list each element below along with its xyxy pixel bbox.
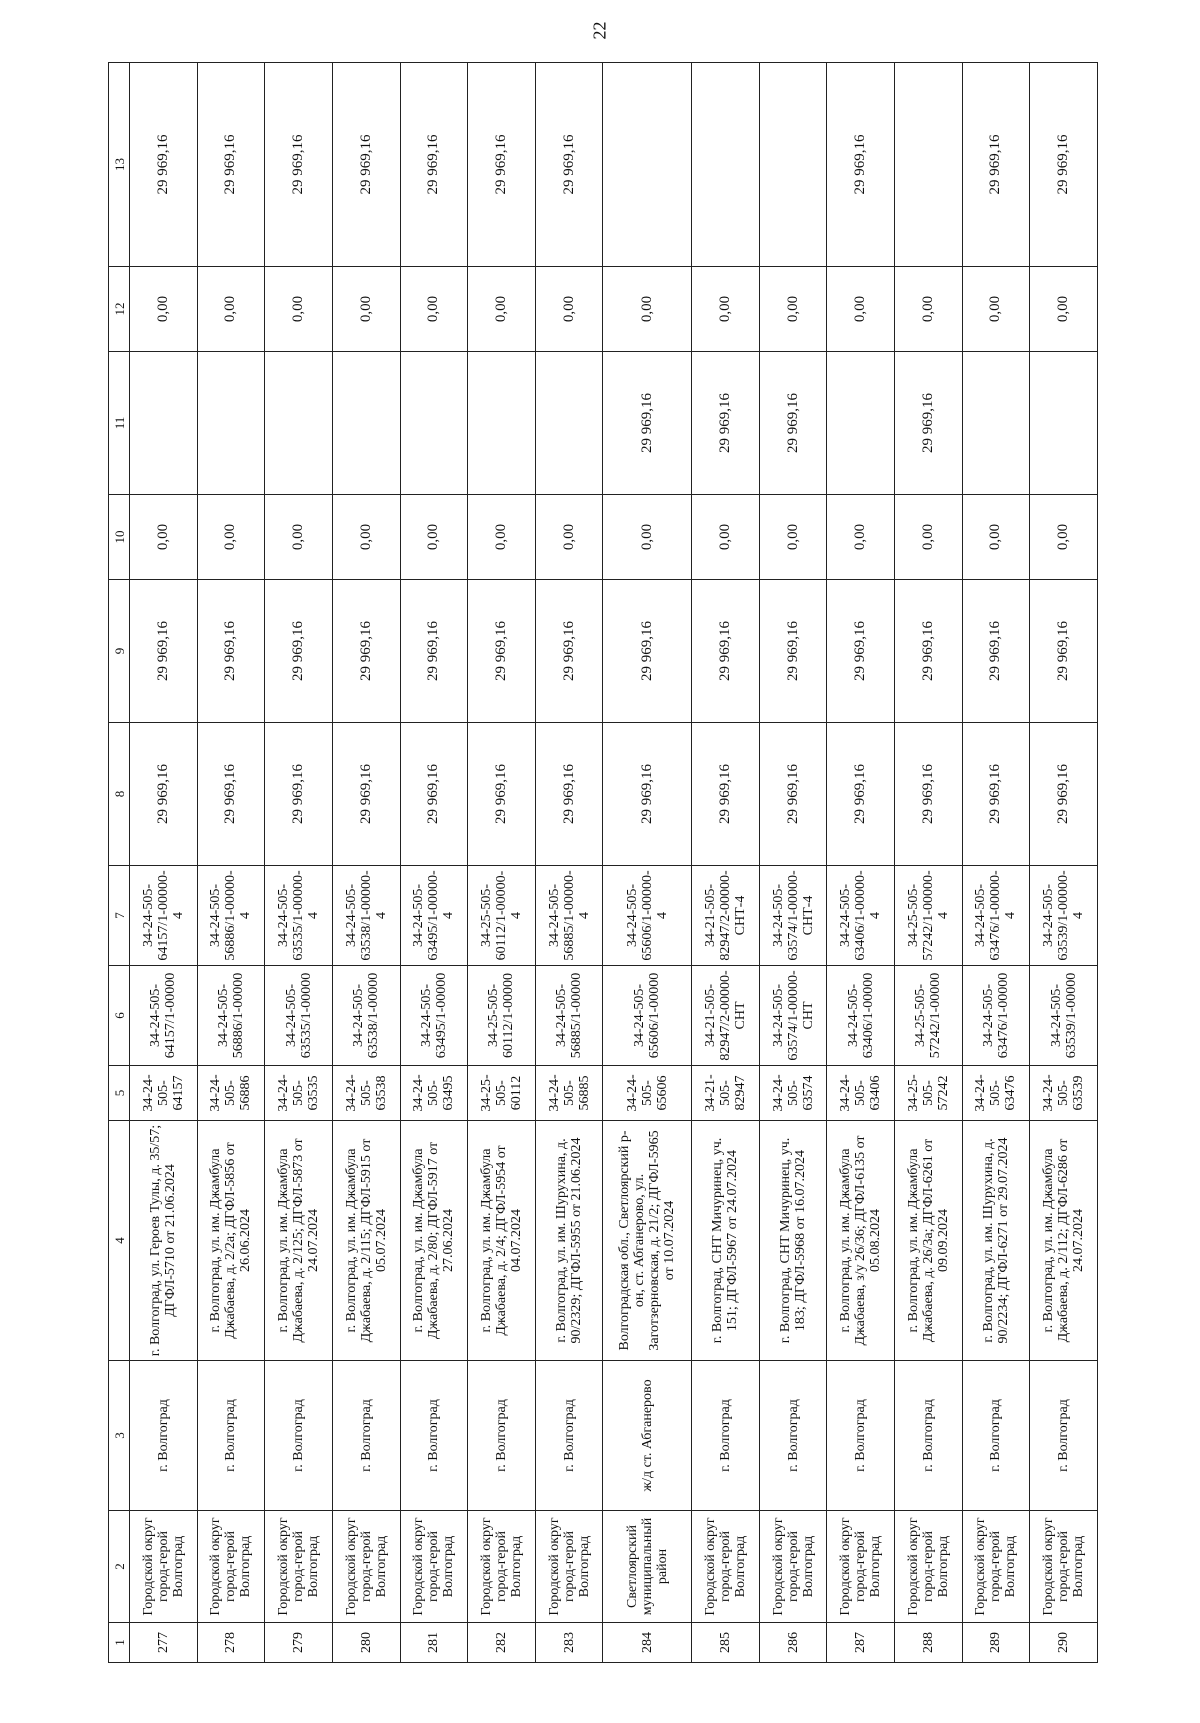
cell-c5: 34-24-505-56885 — [535, 1066, 603, 1121]
cell-c11: 29 969,16 — [895, 352, 963, 495]
cell-c2: Светлоярский муниципальный район — [603, 1511, 692, 1623]
table-row — [332, 63, 400, 1663]
cell-c12: 0,00 — [265, 267, 333, 352]
cell-c10: 0,00 — [603, 495, 692, 580]
cell-c12: 0,00 — [895, 267, 963, 352]
cell-c10: 0,00 — [962, 495, 1030, 580]
cell-c4: г. Волгоград, ул. им. Джамбула Джабаева, з/у 26/36; ДГФЛ-6135 от 05.08.2024 — [827, 1121, 895, 1361]
cell-c4: г. Волгоград, ул. им. Джамбула Джабаева, д. 2/112; ДГФЛ-6286 от 24.07.2024 — [1030, 1121, 1098, 1361]
cell-c7: 34-24-505-63535/1-00000-4 — [265, 866, 333, 966]
cell-c13: 29 969,16 — [962, 63, 1030, 267]
cell-c12: 0,00 — [603, 267, 692, 352]
cell-c13: 29 969,16 — [265, 63, 333, 267]
cell-c3: г. Волгоград — [895, 1361, 963, 1511]
cell-c11 — [197, 352, 265, 495]
cell-c10: 0,00 — [332, 495, 400, 580]
cell-c1: 285 — [692, 1623, 760, 1663]
cell-c3: г. Волгоград — [827, 1361, 895, 1511]
cell-c3: г. Волгоград — [130, 1361, 198, 1511]
cell-c9: 29 969,16 — [603, 580, 692, 723]
cell-c13: 29 969,16 — [130, 63, 198, 267]
header-cell: 11 — [109, 352, 130, 495]
cell-c6: 34-24-505-63539/1-00000 — [1030, 966, 1098, 1066]
cell-c3: г. Волгоград — [692, 1361, 760, 1511]
table-row — [468, 63, 536, 1663]
cell-c4: г. Волгоград, СНТ Мичуринец, уч. 151; ДГФЛ-5967 от 24.07.2024 — [692, 1121, 760, 1361]
cell-c1: 284 — [603, 1623, 692, 1663]
cell-c6: 34-24-505-56886/1-00000 — [197, 966, 265, 1066]
cell-c13 — [895, 63, 963, 267]
cell-c4: г. Волгоград, ул. им. Джамбула Джабаева, д. 2/4; ДГФЛ-5954 от 04.07.2024 — [468, 1121, 536, 1361]
cell-c7: 34-21-505-82947/2-00000-СНТ-4 — [692, 866, 760, 966]
cell-c8: 29 969,16 — [400, 723, 468, 866]
cell-c12: 0,00 — [130, 267, 198, 352]
cell-c8: 29 969,16 — [332, 723, 400, 866]
cell-c4: г. Волгоград, ул. им. Джамбула Джабаева, д. 26/3а; ДГФЛ-6261 от 09.09.2024 — [895, 1121, 963, 1361]
header-cell: 6 — [109, 966, 130, 1066]
cell-c8: 29 969,16 — [895, 723, 963, 866]
table-row — [827, 63, 895, 1663]
cell-c2: Городской округ город-герой Волгоград — [400, 1511, 468, 1623]
cell-c1: 289 — [962, 1623, 1030, 1663]
cell-c8: 29 969,16 — [692, 723, 760, 866]
cell-c3: г. Волгоград — [468, 1361, 536, 1511]
cell-c1: 278 — [197, 1623, 265, 1663]
cell-c9: 29 969,16 — [197, 580, 265, 723]
cell-c2: Городской округ город-герой Волгоград — [759, 1511, 827, 1623]
cell-c1: 283 — [535, 1623, 603, 1663]
cell-c4: г. Волгоград, ул. им. Джамбула Джабаева, д. 2/2а; ДГФЛ-5856 от 26.06.2024 — [197, 1121, 265, 1361]
cell-c10: 0,00 — [130, 495, 198, 580]
cell-c7: 34-24-505-63539/1-00000-4 — [1030, 866, 1098, 966]
cell-c9: 29 969,16 — [759, 580, 827, 723]
cell-c2: Городской округ город-герой Волгоград — [197, 1511, 265, 1623]
cell-c5: 34-24-505-63539 — [1030, 1066, 1098, 1121]
cell-c6: 34-25-505-60112/1-00000 — [468, 966, 536, 1066]
cell-c1: 280 — [332, 1623, 400, 1663]
cell-c1: 286 — [759, 1623, 827, 1663]
cell-c9: 29 969,16 — [535, 580, 603, 723]
cell-c10: 0,00 — [759, 495, 827, 580]
cell-c5: 34-24-505-65606 — [603, 1066, 692, 1121]
cell-c7: 34-24-505-63406/1-00000-4 — [827, 866, 895, 966]
cell-c7: 34-24-505-56885/1-00000-4 — [535, 866, 603, 966]
cell-c4: г. Волгоград, ул. им. Шурухина, д. 90/2329; ДГФЛ-5955 от 21.06.2024 — [535, 1121, 603, 1361]
cell-c7: 34-25-505-60112/1-00000-4 — [468, 866, 536, 966]
cell-c2: Городской округ город-герой Волгоград — [468, 1511, 536, 1623]
cell-c11 — [130, 352, 198, 495]
cell-c13: 29 969,16 — [535, 63, 603, 267]
table-body — [130, 63, 1098, 1663]
cell-c6: 34-21-505-82947/2-00000-СНТ — [692, 966, 760, 1066]
cell-c6: 34-24-505-63535/1-00000 — [265, 966, 333, 1066]
cell-c13 — [692, 63, 760, 267]
cell-c2: Городской округ город-герой Волгоград — [535, 1511, 603, 1623]
cell-c4: г. Волгоград, ул. им. Шурухина, д. 90/2234; ДГФЛ-6271 от 29.07.2024 — [962, 1121, 1030, 1361]
cell-c13 — [603, 63, 692, 267]
page-number-text: 22 — [589, 21, 610, 40]
cell-c2: Городской округ город-герой Волгоград — [332, 1511, 400, 1623]
cell-c6: 34-24-505-56885/1-00000 — [535, 966, 603, 1066]
cell-c7: 34-24-505-63538/1-00000-4 — [332, 866, 400, 966]
cell-c12: 0,00 — [1030, 267, 1098, 352]
cell-c7: 34-25-505-57242/1-00000-4 — [895, 866, 963, 966]
table-row — [535, 63, 603, 1663]
cell-c10: 0,00 — [535, 495, 603, 580]
cell-c12: 0,00 — [962, 267, 1030, 352]
cell-c12: 0,00 — [827, 267, 895, 352]
cell-c13: 29 969,16 — [332, 63, 400, 267]
cell-c11 — [400, 352, 468, 495]
cell-c6: 34-24-505-63574/1-00000-СНТ — [759, 966, 827, 1066]
header-cell: 8 — [109, 723, 130, 866]
cell-c6: 34-24-505-63495/1-00000 — [400, 966, 468, 1066]
cell-c6: 34-24-505-63538/1-00000 — [332, 966, 400, 1066]
cell-c11 — [468, 352, 536, 495]
cell-c1: 287 — [827, 1623, 895, 1663]
header-cell: 1 — [109, 1623, 130, 1663]
table-row — [895, 63, 963, 1663]
cell-c3: г. Волгоград — [332, 1361, 400, 1511]
cell-c3: г. Волгоград — [535, 1361, 603, 1511]
table-row — [1030, 63, 1098, 1663]
cell-c9: 29 969,16 — [130, 580, 198, 723]
cell-c9: 29 969,16 — [332, 580, 400, 723]
cell-c7: 34-24-505-64157/1-00000-4 — [130, 866, 198, 966]
cell-c7: 34-24-505-63476/1-00000-4 — [962, 866, 1030, 966]
cell-c8: 29 969,16 — [197, 723, 265, 866]
table-row — [265, 63, 333, 1663]
cell-c4: Волгоградская обл., Светлоярский р-он, ст. Абганерово, ул. Заготзерновская, д. 21/2; ДГФЛ-5965 от 10.07.2024 — [603, 1121, 692, 1361]
cell-c4: г. Волгоград, ул. им. Джамбула Джабаева, д. 2/80; ДГФЛ-5917 от 27.06.2024 — [400, 1121, 468, 1361]
cell-c1: 290 — [1030, 1623, 1098, 1663]
cell-c10: 0,00 — [827, 495, 895, 580]
cell-c5: 34-24-505-64157 — [130, 1066, 198, 1121]
header-row — [109, 63, 130, 1663]
cell-c10: 0,00 — [197, 495, 265, 580]
cell-c8: 29 969,16 — [130, 723, 198, 866]
cell-c2: Городской округ город-герой Волгоград — [827, 1511, 895, 1623]
cell-c11: 29 969,16 — [759, 352, 827, 495]
cell-c11: 29 969,16 — [603, 352, 692, 495]
cell-c10: 0,00 — [895, 495, 963, 580]
cell-c12: 0,00 — [197, 267, 265, 352]
cell-c8: 29 969,16 — [1030, 723, 1098, 866]
cell-c4: г. Волгоград, ул. им. Джамбула Джабаева, д. 2/115; ДГФЛ-5915 от 05.07.2024 — [332, 1121, 400, 1361]
cell-c11 — [332, 352, 400, 495]
cell-c9: 29 969,16 — [827, 580, 895, 723]
table-row — [130, 63, 198, 1663]
cell-c13: 29 969,16 — [1030, 63, 1098, 267]
cell-c3: г. Волгоград — [962, 1361, 1030, 1511]
table-row — [603, 63, 692, 1663]
header-cell: 12 — [109, 267, 130, 352]
header-cell: 10 — [109, 495, 130, 580]
cell-c8: 29 969,16 — [535, 723, 603, 866]
cell-c9: 29 969,16 — [265, 580, 333, 723]
cell-c3: ж/д ст. Абганерово — [603, 1361, 692, 1511]
table-row — [962, 63, 1030, 1663]
cell-c1: 277 — [130, 1623, 198, 1663]
cell-c12: 0,00 — [692, 267, 760, 352]
cell-c1: 282 — [468, 1623, 536, 1663]
cell-c5: 34-25-505-57242 — [895, 1066, 963, 1121]
cell-c3: г. Волгоград — [197, 1361, 265, 1511]
cell-c12: 0,00 — [759, 267, 827, 352]
cell-c8: 29 969,16 — [603, 723, 692, 866]
cell-c7: 34-24-505-56886/1-00000-4 — [197, 866, 265, 966]
cell-c1: 279 — [265, 1623, 333, 1663]
cell-c11 — [1030, 352, 1098, 495]
cell-c9: 29 969,16 — [468, 580, 536, 723]
cell-c4: г. Волгоград, ул. им. Джамбула Джабаева, д. 2/125; ДГФЛ-5873 от 24.07.2024 — [265, 1121, 333, 1361]
cell-c3: г. Волгоград — [265, 1361, 333, 1511]
cell-c5: 34-24-505-63574 — [759, 1066, 827, 1121]
cell-c9: 29 969,16 — [895, 580, 963, 723]
cell-c3: г. Волгоград — [759, 1361, 827, 1511]
cell-c7: 34-24-505-63495/1-00000-4 — [400, 866, 468, 966]
cell-c4: г. Волгоград, ул. Героев Тулы, д. 35/57; ДГФЛ-5710 от 21.06.2024 — [130, 1121, 198, 1361]
cell-c5: 34-21-505-82947 — [692, 1066, 760, 1121]
cell-c11 — [962, 352, 1030, 495]
cell-c10: 0,00 — [468, 495, 536, 580]
cell-c7: 34-24-505-63574/1-00000-СНТ-4 — [759, 866, 827, 966]
cell-c8: 29 969,16 — [962, 723, 1030, 866]
cell-c8: 29 969,16 — [759, 723, 827, 866]
cell-c2: Городской округ город-герой Волгоград — [1030, 1511, 1098, 1623]
cell-c4: г. Волгоград, СНТ Мичуринец, уч. 183; ДГФЛ-5968 от 16.07.2024 — [759, 1121, 827, 1361]
rotated-table-container — [108, 63, 1098, 1663]
cell-c12: 0,00 — [535, 267, 603, 352]
cell-c11 — [535, 352, 603, 495]
table-row — [197, 63, 265, 1663]
cell-c10: 0,00 — [1030, 495, 1098, 580]
cell-c5: 34-24-505-63535 — [265, 1066, 333, 1121]
header-cell: 4 — [109, 1121, 130, 1361]
cell-c10: 0,00 — [400, 495, 468, 580]
cell-c6: 34-24-505-63406/1-00000 — [827, 966, 895, 1066]
cell-c6: 34-24-505-63476/1-00000 — [962, 966, 1030, 1066]
cell-c5: 34-24-505-63476 — [962, 1066, 1030, 1121]
cell-c10: 0,00 — [692, 495, 760, 580]
header-cell: 2 — [109, 1511, 130, 1623]
cell-c12: 0,00 — [332, 267, 400, 352]
cell-c9: 29 969,16 — [400, 580, 468, 723]
cell-c11 — [265, 352, 333, 495]
cell-c3: г. Волгоград — [400, 1361, 468, 1511]
header-cell: 9 — [109, 580, 130, 723]
cell-c6: 34-24-505-64157/1-00000 — [130, 966, 198, 1066]
cell-c9: 29 969,16 — [962, 580, 1030, 723]
table-row — [692, 63, 760, 1663]
cell-c2: Городской округ город-герой Волгоград — [962, 1511, 1030, 1623]
cell-c2: Городской округ город-герой Волгоград — [692, 1511, 760, 1623]
cell-c8: 29 969,16 — [265, 723, 333, 866]
cell-c2: Городской округ город-герой Волгоград — [265, 1511, 333, 1623]
cell-c8: 29 969,16 — [468, 723, 536, 866]
header-cell: 5 — [109, 1066, 130, 1121]
cell-c5: 34-24-505-63406 — [827, 1066, 895, 1121]
cell-c11 — [827, 352, 895, 495]
cell-c7: 34-24-505-65606/1-00000-4 — [603, 866, 692, 966]
cell-c12: 0,00 — [468, 267, 536, 352]
cell-c6: 34-25-505-57242/1-00000 — [895, 966, 963, 1066]
header-cell: 13 — [109, 63, 130, 267]
cell-c9: 29 969,16 — [1030, 580, 1098, 723]
cell-c13: 29 969,16 — [468, 63, 536, 267]
cell-c10: 0,00 — [265, 495, 333, 580]
cell-c3: г. Волгоград — [1030, 1361, 1098, 1511]
cell-c9: 29 969,16 — [692, 580, 760, 723]
cell-c5: 34-24-505-56886 — [197, 1066, 265, 1121]
table-row — [400, 63, 468, 1663]
cell-c12: 0,00 — [400, 267, 468, 352]
cell-c1: 288 — [895, 1623, 963, 1663]
table-row — [759, 63, 827, 1663]
cell-c5: 34-25-505-60112 — [468, 1066, 536, 1121]
header-cell: 3 — [109, 1361, 130, 1511]
page-number — [0, 20, 1200, 41]
data-table — [108, 62, 1098, 1663]
cell-c5: 34-24-505-63538 — [332, 1066, 400, 1121]
cell-c13: 29 969,16 — [827, 63, 895, 267]
cell-c5: 34-24-505-63495 — [400, 1066, 468, 1121]
cell-c8: 29 969,16 — [827, 723, 895, 866]
cell-c2: Городской округ город-герой Волгоград — [895, 1511, 963, 1623]
cell-c1: 281 — [400, 1623, 468, 1663]
cell-c13: 29 969,16 — [197, 63, 265, 267]
cell-c13: 29 969,16 — [400, 63, 468, 267]
cell-c6: 34-24-505-65606/1-00000 — [603, 966, 692, 1066]
cell-c2: Городской округ город-герой Волгоград — [130, 1511, 198, 1623]
header-cell: 7 — [109, 866, 130, 966]
cell-c11: 29 969,16 — [692, 352, 760, 495]
cell-c13 — [759, 63, 827, 267]
